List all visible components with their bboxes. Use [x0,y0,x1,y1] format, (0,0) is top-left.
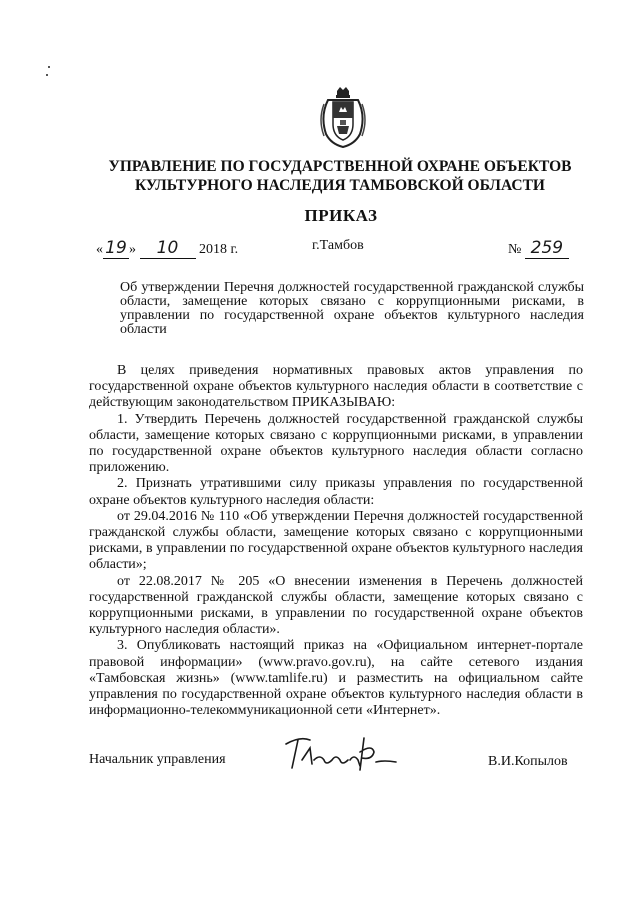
order-city: г.Тамбов [312,238,364,253]
signatory-position: Начальник управления [89,752,226,767]
item-1-paragraph: 1. Утвердить Перечень должностей государственной гражданской службы области, замещение которых связано с коррупционными рисками, в управлении по государственной охране объектов культурного наследия области согласно приложению. [89,411,583,476]
order-day: 19 [103,238,129,259]
preamble-paragraph: В целях приведения нормативных правовых актов управления по государственной охране объектов культурного наследия области в соответствие с действующим законодательством ПРИКАЗЫВАЮ: [89,363,583,411]
order-date [96,238,238,259]
order-number-prefix: № [508,242,522,257]
scan-speck [46,74,48,76]
organization-name [100,157,580,195]
item-2-paragraph: 2. Признать утратившими силу приказы управления по государственной охране объектов культурного наследия области: [89,476,583,508]
order-subject: Об утверждении Перечня должностей государственной гражданской службы области, замещение которых связано с коррупционными рисками, в управлении по государственной охране объектов культурного наследия области [120,280,584,337]
date-quote-open: « [96,242,103,257]
item-2a-paragraph: от 29.04.2016 № 110 «Об утверждении Перечня должностей государственной гражданской службы области, замещение которых связано с коррупционными рисками, в управлении по государственной охране объектов культурного наследия области»; [89,508,583,573]
org-name-line-2: КУЛЬТУРНОГО НАСЛЕДИЯ ТАМБОВСКОЙ ОБЛАСТИ [135,177,545,194]
signatory-name: В.И.Копылов [488,754,568,769]
order-number [508,238,569,259]
order-body [89,363,583,719]
org-name-line-1: УПРАВЛЕНИЕ ПО ГОСУДАРСТВЕННОЙ ОХРАНЕ ОБЪЕКТОВ [108,158,572,175]
order-number-value: 259 [525,238,569,259]
date-quote-close: » [129,242,136,257]
coat-of-arms-emblem [316,84,370,150]
item-3-paragraph: 3. Опубликовать настоящий приказ на «Официальном интернет-портале правовой информации» (www.pravo.gov.ru), на сайте сетевого издания «Тамбовская жизнь» (www.tamlife.ru) и разместить на официальном сайте управления по государственной охране объектов культурного наследия области в информационно-телекоммуникационной сети «Интернет». [89,638,583,719]
handwritten-signature [280,730,400,774]
document-type-heading: ПРИКАЗ [304,206,378,225]
scan-speck [48,66,50,68]
order-year: 2018 г. [199,242,239,257]
item-2b-paragraph: от 22.08.2017 № 205 «О внесении изменения в Перечень должностей государственной гражданской службы области, замещение которых связано с коррупционными рисками, в управлении по государственной охране объектов культурного наследия области». [89,573,583,638]
order-month: 10 [140,238,196,259]
